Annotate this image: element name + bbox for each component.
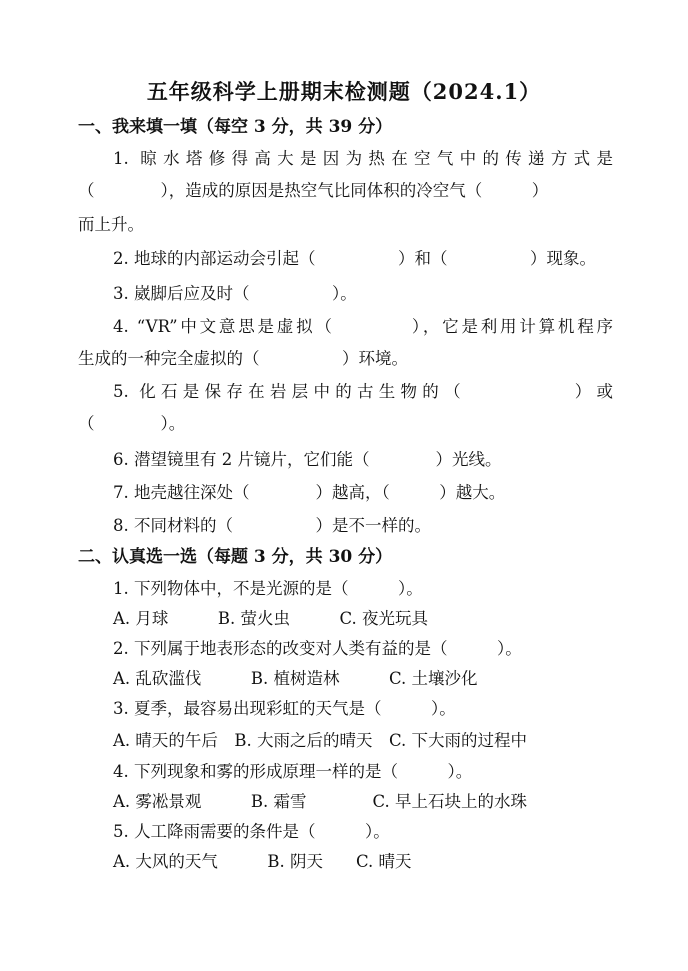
s2-q3: 3. 夏季，最容易出现彩虹的天气是（ ）。 <box>113 699 456 718</box>
s2-q1: 1. 下列物体中，不是光源的是（ ）。 <box>113 579 423 598</box>
s1-line-10: 6. 潜望镜里有 2 片镜片，它们能（ ）光线。 <box>113 450 502 469</box>
s1-line-9: （ ）。 <box>78 414 186 433</box>
s1-line-11: 7. 地壳越往深处（ ）越高，（ ）越大。 <box>113 483 506 502</box>
s2-q5: 5. 人工降雨需要的条件是（ ）。 <box>113 822 390 841</box>
s2-q5-options: A. 大风的天气 B. 阴天 C. 晴天 <box>113 852 412 871</box>
s1-line-2: （ ），造成的原因是热空气比同体积的冷空气（ ） <box>78 181 549 200</box>
s1-line-3: 而上升。 <box>78 215 144 234</box>
s1-line-6: 4. “VR”中文意思是虚拟（ ），它是利用计算机程序 <box>113 317 613 336</box>
s1-line-8: 5. 化石是保存在岩层中的古生物的（ ）或 <box>113 382 613 401</box>
s2-q1-options: A. 月球 B. 萤火虫 C. 夜光玩具 <box>113 609 429 628</box>
s2-q4: 4. 下列现象和雾的形成原理一样的是（ ）。 <box>113 762 473 781</box>
page-title: 五年级科学上册期末检测题（2024.1） <box>146 79 542 104</box>
s1-line-12: 8. 不同材料的（ ）是不一样的。 <box>113 516 431 535</box>
s1-line-1: 1. 晾水塔修得高大是因为热在空气中的传递方式是 <box>113 149 613 168</box>
s1-line-5: 3. 崴脚后应及时（ ）。 <box>113 284 357 303</box>
s1-line-7: 生成的一种完全虚拟的（ ）环境。 <box>78 349 408 368</box>
s2-q3-options: A. 晴天的午后 B. 大雨之后的晴天 C. 下大雨的过程中 <box>113 731 528 750</box>
section2-heading: 二、认真选一选（每题 3 分，共 30 分） <box>78 547 393 567</box>
section1-heading: 一、我来填一填（每空 3 分，共 39 分） <box>78 117 393 137</box>
s2-q2: 2. 下列属于地表形态的改变对人类有益的是（ ）。 <box>113 639 522 658</box>
s2-q4-options: A. 雾凇景观 B. 霜雪 C. 早上石块上的水珠 <box>113 792 528 811</box>
s2-q2-options: A. 乱砍滥伐 B. 植树造林 C. 土壤沙化 <box>113 669 478 688</box>
s1-line-4: 2. 地球的内部运动会引起（ ）和（ ）现象。 <box>113 249 596 268</box>
